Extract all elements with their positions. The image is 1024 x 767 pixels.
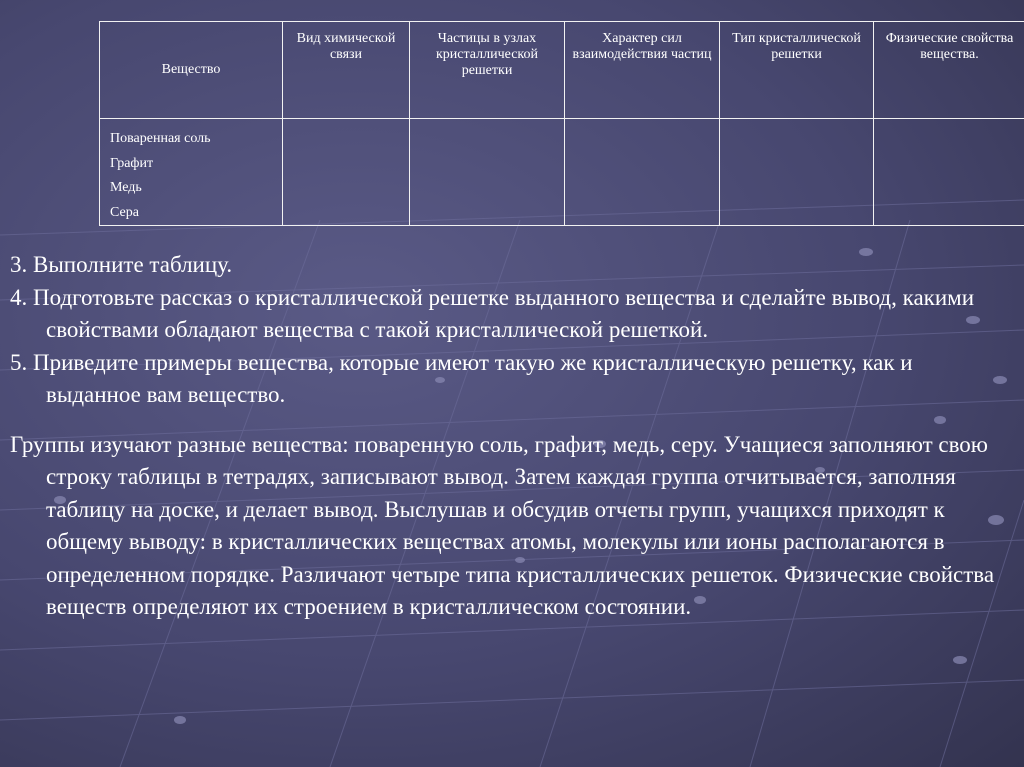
header-lattice-particles: Частицы в узлах кристаллической решетки xyxy=(410,22,565,119)
physical-properties-cell xyxy=(874,119,1024,226)
task-3: 3. Выполните таблицу. xyxy=(10,252,233,277)
header-substance: Вещество xyxy=(100,22,283,119)
substance-list xyxy=(106,119,276,225)
task-4: 4. Подготовьте рассказ о кристаллической решетке выданного вещества и сделайте вывод, какими свойствами обладают вещества с такой кристаллической решеткой. xyxy=(10,284,975,342)
table-header-row xyxy=(100,22,1024,119)
substance-item: Поваренная соль xyxy=(110,131,211,146)
lattice-particles-cell xyxy=(410,119,565,226)
interaction-forces-cell xyxy=(565,119,720,226)
task-5: 5. Приведите примеры вещества, которые имеют такую же кристаллическую решетку, как и выданное вам вещество. xyxy=(10,349,913,407)
substances-table xyxy=(99,21,1024,226)
slide-text xyxy=(10,249,1010,624)
substance-item: Графит xyxy=(110,155,154,171)
bond-type-cell xyxy=(283,119,410,226)
substance-cell xyxy=(100,119,283,226)
header-lattice-type: Тип кристаллической решетки xyxy=(720,22,874,119)
header-physical-properties: Физические свойства вещества. xyxy=(874,22,1024,119)
substance-item: Сера xyxy=(110,204,139,220)
lattice-type-cell xyxy=(720,119,874,226)
table-row xyxy=(100,119,1024,226)
substance-item: Медь xyxy=(110,180,142,195)
description-paragraph: Группы изучают разные вещества: поваренную соль, графит, медь, серу. Учащиеся заполняют свою строку таблицы в тетрадях, записывают вывод. Затем каждая группа отчитывается, заполняя таблицу на доске, и делает вывод. Выслушав и обсудив отчеты групп, учащихся приходят к общему выводу: в кристаллических веществах атомы, молекулы или ионы располагаются в определенном порядке. Различают четыре типа кристаллических решеток. Физические свойства веществ определяют их строением в кристаллическом состоянии. xyxy=(10,431,995,619)
header-bond-type: Вид химической связи xyxy=(283,22,410,119)
header-interaction-forces: Характер сил взаимодействия частиц xyxy=(565,22,720,119)
